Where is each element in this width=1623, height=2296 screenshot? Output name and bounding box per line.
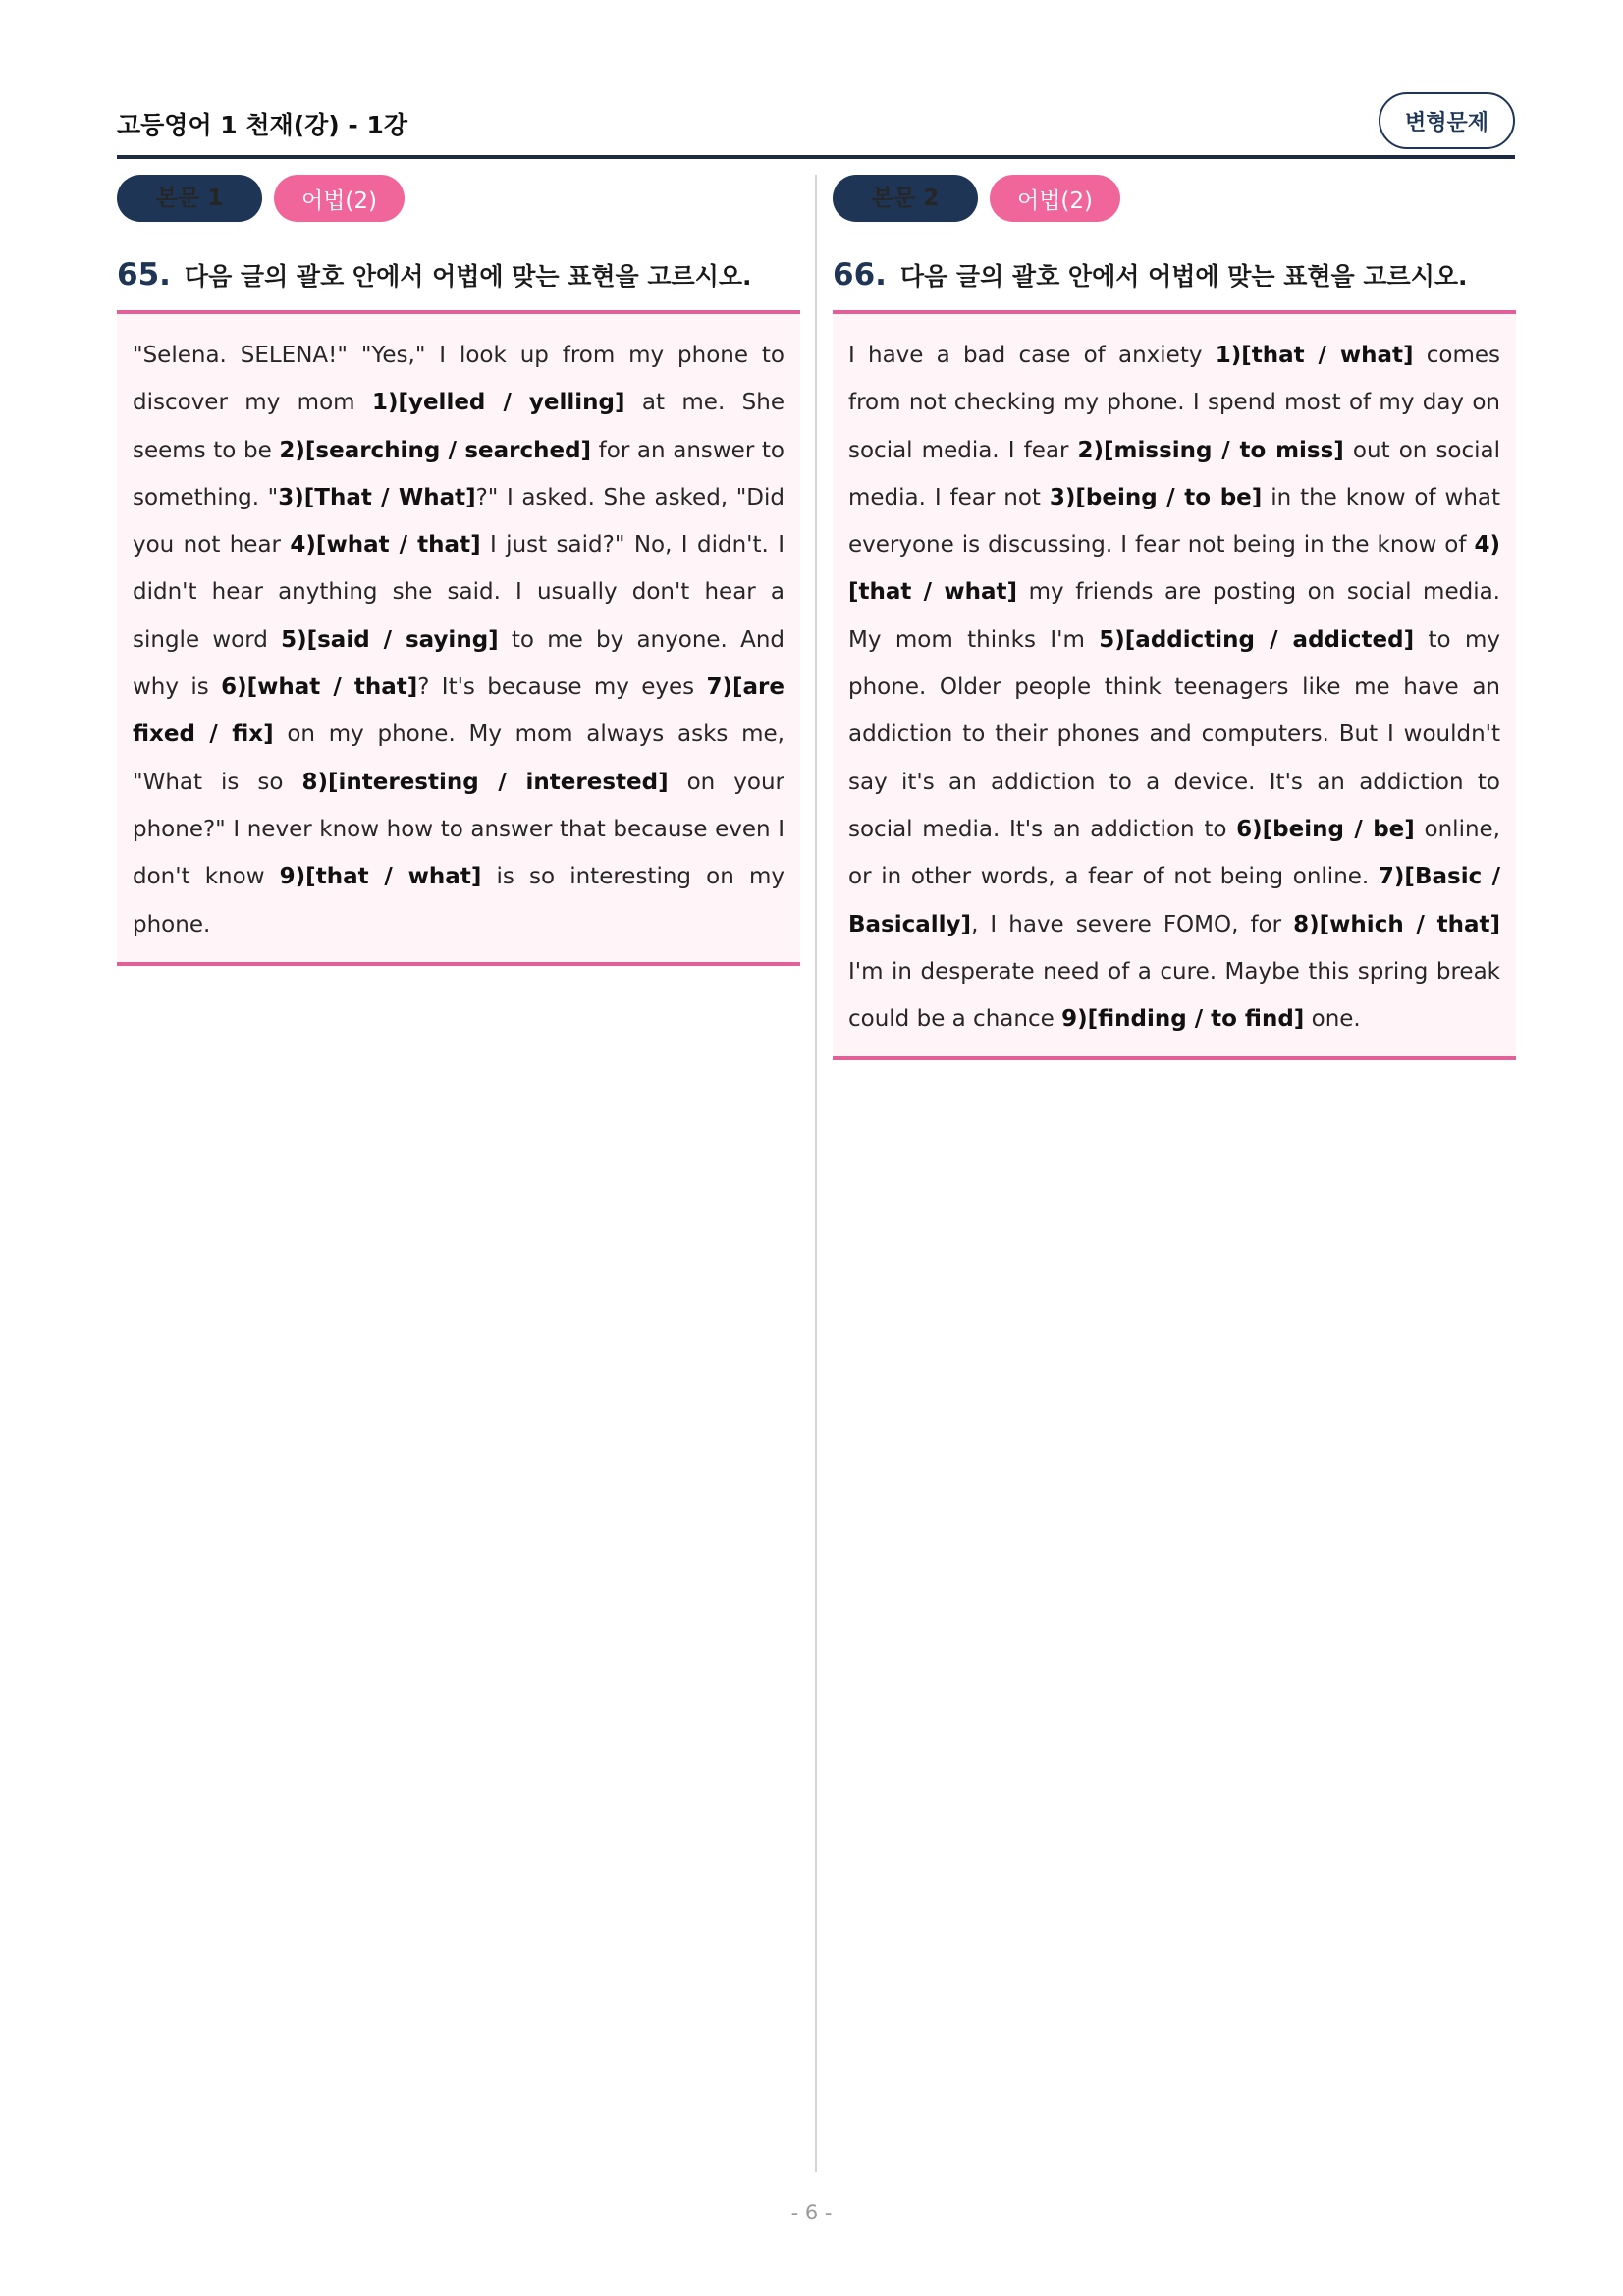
passage-text: [848, 332, 1500, 1042]
passage-fragment: in the know of what everyone is discussing. I fear not being in the know of: [848, 484, 1501, 559]
passage-tag: 본문 1: [117, 175, 262, 222]
answer-choice: 1)[yelled / yelling]: [371, 390, 625, 416]
document-title: 고등영어 1 천재(강) - 1강: [117, 111, 408, 139]
question-prompt: 다음 글의 괄호 안에서 어법에 맞는 표현을 고르시오.: [899, 262, 1468, 291]
passage-fragment: my friends are posting on social media. My mom thinks I'm: [848, 579, 1500, 653]
passage-tag: 본문 2: [833, 175, 978, 222]
passage-fragment: one.: [1304, 1006, 1361, 1033]
passage-fragment: "Selena. SELENA!" "Yes," I look up from my phone to discover my mom: [133, 343, 784, 416]
passage-fragment: is so interesting on my phone.: [133, 864, 784, 937]
tag-row: [117, 175, 800, 222]
answer-choice: 4)[that / what]: [848, 532, 1500, 606]
passage-text: [133, 332, 784, 948]
question-prompt: 다음 글의 괄호 안에서 어법에 맞는 표현을 고르시오.: [184, 262, 752, 291]
passage-fragment: on my phone. My mom always asks me, "What is so: [133, 721, 784, 795]
question-column-2: [833, 175, 1516, 1060]
passage-fragment: for an answer to something. ": [133, 437, 785, 510]
answer-choice: 2)[missing / to miss]: [1077, 437, 1344, 463]
column-divider: [815, 175, 817, 2172]
question-heading: [117, 257, 800, 293]
tag-row: [833, 175, 1516, 222]
passage-fragment: at me. She seems to be: [133, 390, 784, 463]
answer-choice: 5)[addicting / addicted]: [1099, 626, 1415, 653]
passage-fragment: I'm in desperate need of a cure. Maybe this spring break could be a chance: [848, 958, 1500, 1033]
question-heading: [833, 257, 1516, 293]
answer-choice: 8)[which / that]: [1293, 911, 1500, 937]
category-tag: 어법(2): [274, 175, 405, 222]
passage-fragment: ?" I asked. She asked, "Did you not hear: [133, 484, 784, 559]
answer-choice: 6)[being / be]: [1236, 816, 1415, 842]
passage-fragment: , I have severe FOMO, for: [971, 911, 1294, 937]
passage-fragment: comes from not checking my phone. I spend most of my day on social media. I fear: [848, 343, 1500, 463]
answer-choice: 3)[being / to be]: [1049, 484, 1263, 510]
category-tag: 어법(2): [990, 175, 1120, 222]
question-number: 65.: [117, 257, 171, 293]
passage-fragment: I have a bad case of anxiety: [848, 343, 1216, 368]
passage-fragment: out on social media. I fear not: [848, 437, 1501, 510]
header-divider: [117, 155, 1515, 159]
answer-choice: 2)[searching / searched]: [279, 437, 592, 463]
answer-choice: 7)[are fixed / fix]: [133, 674, 784, 748]
answer-choice: 3)[That / What]: [278, 484, 476, 510]
question-number: 66.: [833, 257, 887, 293]
passage-fragment: to my phone. Older people think teenagers like me have an addiction to their phones and computers. But I wouldn't say it's an addiction to a device. It's an addiction to social media. It's an addiction to: [848, 626, 1500, 842]
answer-choice: 6)[what / that]: [221, 674, 418, 701]
answer-choice: 1)[that / what]: [1215, 343, 1414, 368]
answer-choice: 7)[Basic / Basically]: [848, 864, 1500, 937]
passage-fragment: ? It's because my eyes: [417, 674, 707, 701]
answer-choice: 9)[finding / to find]: [1061, 1006, 1305, 1033]
answer-choice: 4)[what / that]: [290, 532, 481, 559]
passage-box: [833, 310, 1516, 1060]
variant-question-badge: 변형문제: [1379, 92, 1515, 149]
passage-fragment: on your phone?" I never know how to answer that because even I don't know: [133, 769, 784, 890]
question-column-1: [117, 175, 800, 966]
passage-fragment: online, or in other words, a fear of not being online.: [848, 816, 1500, 890]
answer-choice: 8)[interesting / interested]: [301, 769, 669, 795]
page-header: [117, 90, 1515, 159]
passage-box: [117, 310, 800, 966]
passage-fragment: I just said?" No, I didn't. I didn't hear anything she said. I usually don't hear a single word: [133, 532, 784, 653]
passage-fragment: to me by anyone. And why is: [133, 626, 784, 701]
page-number: - 6 -: [790, 2201, 833, 2224]
answer-choice: 5)[said / saying]: [281, 626, 499, 653]
answer-choice: 9)[that / what]: [279, 864, 482, 890]
